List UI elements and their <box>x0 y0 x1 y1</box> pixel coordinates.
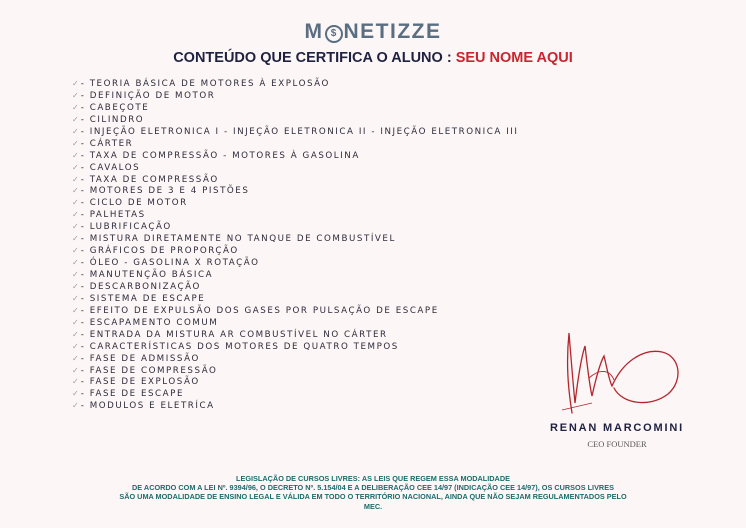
list-item-label: MANUTENÇÃO BÁSICA <box>89 270 214 280</box>
list-item-label: MISTURA DIRETAMENTE NO TANQUE DE COMBUSTÍVEL <box>89 234 396 245</box>
checkmark-icon: ✓ <box>72 281 79 291</box>
signer-name: RENAN MARCOMINI <box>550 422 684 434</box>
list-item-prefix: - <box>80 102 90 113</box>
list-item <box>72 353 519 365</box>
list-item-prefix: - <box>80 126 90 137</box>
list-item-prefix: - <box>80 341 90 352</box>
checkmark-icon: ✓ <box>72 377 79 387</box>
list-item-label: SISTEMA DE ESCAPE <box>89 293 206 304</box>
list-item <box>72 78 519 90</box>
checkmark-icon: ✓ <box>72 401 79 411</box>
signature-image <box>552 318 692 418</box>
checkmark-icon: ✓ <box>72 138 79 148</box>
checkmark-icon: ✓ <box>72 90 79 100</box>
list-item-prefix: - <box>80 90 90 101</box>
list-item <box>72 102 519 114</box>
checkmark-icon: ✓ <box>72 102 79 112</box>
list-item-label: DEFINIÇÃO DE MOTOR <box>89 90 216 101</box>
list-item <box>72 388 519 400</box>
list-item-prefix: - <box>80 401 90 412</box>
footer-line: LEGISLAÇÃO DE CURSOS LIVRES: AS LEIS QUE REGEM ESSA MODALIDADE <box>236 474 510 483</box>
checkmark-icon: ✓ <box>72 305 79 315</box>
list-item-label: EFEITO DE EXPULSÃO DOS GASES POR PULSAÇÃO DE ESCAPE <box>89 305 439 316</box>
list-item <box>72 281 519 293</box>
list-item-label: CABEÇOTE <box>89 102 150 113</box>
checkmark-icon: ✓ <box>72 114 79 124</box>
checkmark-icon: ✓ <box>72 389 79 399</box>
list-item <box>72 293 519 305</box>
list-item <box>72 150 519 162</box>
list-item-label: MODULOS E ELETRÍCA <box>89 401 215 412</box>
checkmark-icon: ✓ <box>72 234 79 244</box>
list-item-label: CÁRTER <box>89 138 134 149</box>
list-item <box>72 174 519 186</box>
checkmark-icon: ✓ <box>72 186 79 196</box>
list-item-label: FASE DE EXPLOSÃO <box>89 377 200 388</box>
list-item-prefix: - <box>80 293 90 304</box>
list-item-label: DESCARBONIZAÇÃO <box>89 281 201 292</box>
list-item-prefix: - <box>80 329 90 340</box>
list-item-label: CILINDRO <box>89 114 145 125</box>
list-item-label: FASE DE ESCAPE <box>89 389 184 400</box>
checkmark-icon: ✓ <box>72 126 79 136</box>
list-item <box>72 209 519 221</box>
list-item <box>72 162 519 174</box>
list-item <box>72 257 519 269</box>
checkmark-icon: ✓ <box>72 79 79 88</box>
list-item-prefix: - <box>80 246 90 257</box>
list-item-prefix: - <box>80 114 90 125</box>
list-item <box>72 341 519 353</box>
list-item-prefix: - <box>80 150 90 161</box>
checkmark-icon: ✓ <box>72 162 79 172</box>
list-item <box>72 269 519 281</box>
checkmark-icon: ✓ <box>72 150 79 160</box>
student-name-placeholder: SEU NOME AQUI <box>455 50 573 66</box>
list-item <box>72 317 519 329</box>
footer-line: DE ACORDO COM A LEI Nº. 9394/96, O DECRETO Nº. 5.154/04 E A DELIBERAÇÃO CEE 14/97 (INDICAÇÃO CEE 14/97), OS CURSOS LIVRES <box>132 483 614 493</box>
list-item-prefix: - <box>80 186 90 197</box>
brand-logo <box>0 20 746 44</box>
list-item-label: CAVALOS <box>89 162 141 173</box>
list-item-label: GRÁFICOS DE PROPORÇÃO <box>89 246 239 257</box>
topic-list <box>72 78 519 412</box>
list-item-prefix: - <box>80 174 90 185</box>
list-item-label: FASE DE ADMISSÃO <box>89 353 200 364</box>
checkmark-icon: ✓ <box>72 222 79 232</box>
checkmark-icon: ✓ <box>72 293 79 303</box>
list-item-prefix: - <box>80 305 90 316</box>
footer-line: SÃO UMA MODALIDADE DE ENSINO LEGAL E VÁLIDA EM TODO O TERRITÓRIO NACIONAL, AINDA QUE NÃO SEJAM REGULAMENTADOS PELO <box>119 492 627 502</box>
title-main: CONTEÚDO QUE CERTIFICA O ALUNO : <box>173 50 456 66</box>
list-item-label: TAXA DE COMPRESSÃO <box>89 174 219 185</box>
list-item <box>72 197 519 209</box>
list-item-label: MOTORES DE 3 E 4 PISTÕES <box>89 186 250 197</box>
checkmark-icon: ✓ <box>72 353 79 363</box>
logo-text-right: NETIZZE <box>343 20 442 43</box>
list-item <box>72 114 519 126</box>
list-item-label: ÓLEO - GASOLINA X ROTAÇÃO <box>89 258 260 269</box>
list-item-label: LUBRIFICAÇÃO <box>89 222 172 233</box>
checkmark-icon: ✓ <box>72 246 79 256</box>
list-item <box>72 305 519 317</box>
list-item-prefix: - <box>80 389 90 400</box>
list-item <box>72 90 519 102</box>
list-item <box>72 185 519 197</box>
list-item-prefix: - <box>80 234 90 245</box>
list-item-label: TEORIA BÁSICA DE MOTORES À EXPLOSÃO <box>89 79 330 89</box>
list-item-prefix: - <box>80 138 90 149</box>
list-item-prefix: - <box>80 270 90 280</box>
footer-line: MEC. <box>363 501 383 511</box>
list-item-prefix: - <box>80 365 90 376</box>
list-item-label: FASE DE COMPRESSÃO <box>89 365 218 376</box>
list-item-label: CICLO DE MOTOR <box>89 198 188 209</box>
list-item-label: TAXA DE COMPRESSÃO - MOTORES À GASOLINA <box>89 150 360 161</box>
checkmark-icon: ✓ <box>72 317 79 327</box>
checkmark-icon: ✓ <box>72 210 79 220</box>
list-item-prefix: - <box>80 281 90 292</box>
list-item-prefix: - <box>80 198 90 209</box>
list-item-prefix: - <box>80 258 90 269</box>
list-item-prefix: - <box>80 210 90 221</box>
list-item-prefix: - <box>80 162 90 173</box>
list-item-label: CARACTERÍSTICAS DOS MOTORES DE QUATRO TEMPOS <box>89 341 399 352</box>
logo-text-left: M <box>304 20 324 43</box>
list-item-prefix: - <box>80 353 90 364</box>
checkmark-icon: ✓ <box>72 341 79 351</box>
list-item-label: ENTRADA DA MISTURA AR COMBUSTÍVEL NO CÁRTER <box>89 329 388 340</box>
list-item <box>72 329 519 341</box>
list-item <box>72 233 519 245</box>
list-item <box>72 126 519 138</box>
checkmark-icon: ✓ <box>72 329 79 339</box>
checkmark-icon: ✓ <box>72 198 79 208</box>
list-item <box>72 400 519 412</box>
list-item-label: ESCAPAMENTO COMUM <box>89 317 219 328</box>
page-title <box>0 50 746 66</box>
list-item-prefix: - <box>80 79 90 89</box>
signer-role: CEO FOUNDER <box>587 439 647 449</box>
list-item-prefix: - <box>80 222 90 233</box>
list-item <box>72 365 519 377</box>
list-item-prefix: - <box>80 317 90 328</box>
list-item-label: INJEÇÃO ELETRONICA I - INJEÇÃO ELETRONICA II - INJEÇÃO ELETRONICA III <box>89 126 519 137</box>
list-item <box>72 138 519 150</box>
checkmark-icon: ✓ <box>72 174 79 184</box>
list-item <box>72 221 519 233</box>
list-item <box>72 245 519 257</box>
checkmark-icon: ✓ <box>72 270 79 279</box>
checkmark-icon: ✓ <box>72 258 79 268</box>
checkmark-icon: ✓ <box>72 365 79 375</box>
list-item-label: PALHETAS <box>89 210 146 221</box>
legal-footer <box>60 474 686 511</box>
list-item-prefix: - <box>80 377 90 388</box>
list-item <box>72 376 519 388</box>
dollar-coin-icon: $ <box>325 25 343 43</box>
